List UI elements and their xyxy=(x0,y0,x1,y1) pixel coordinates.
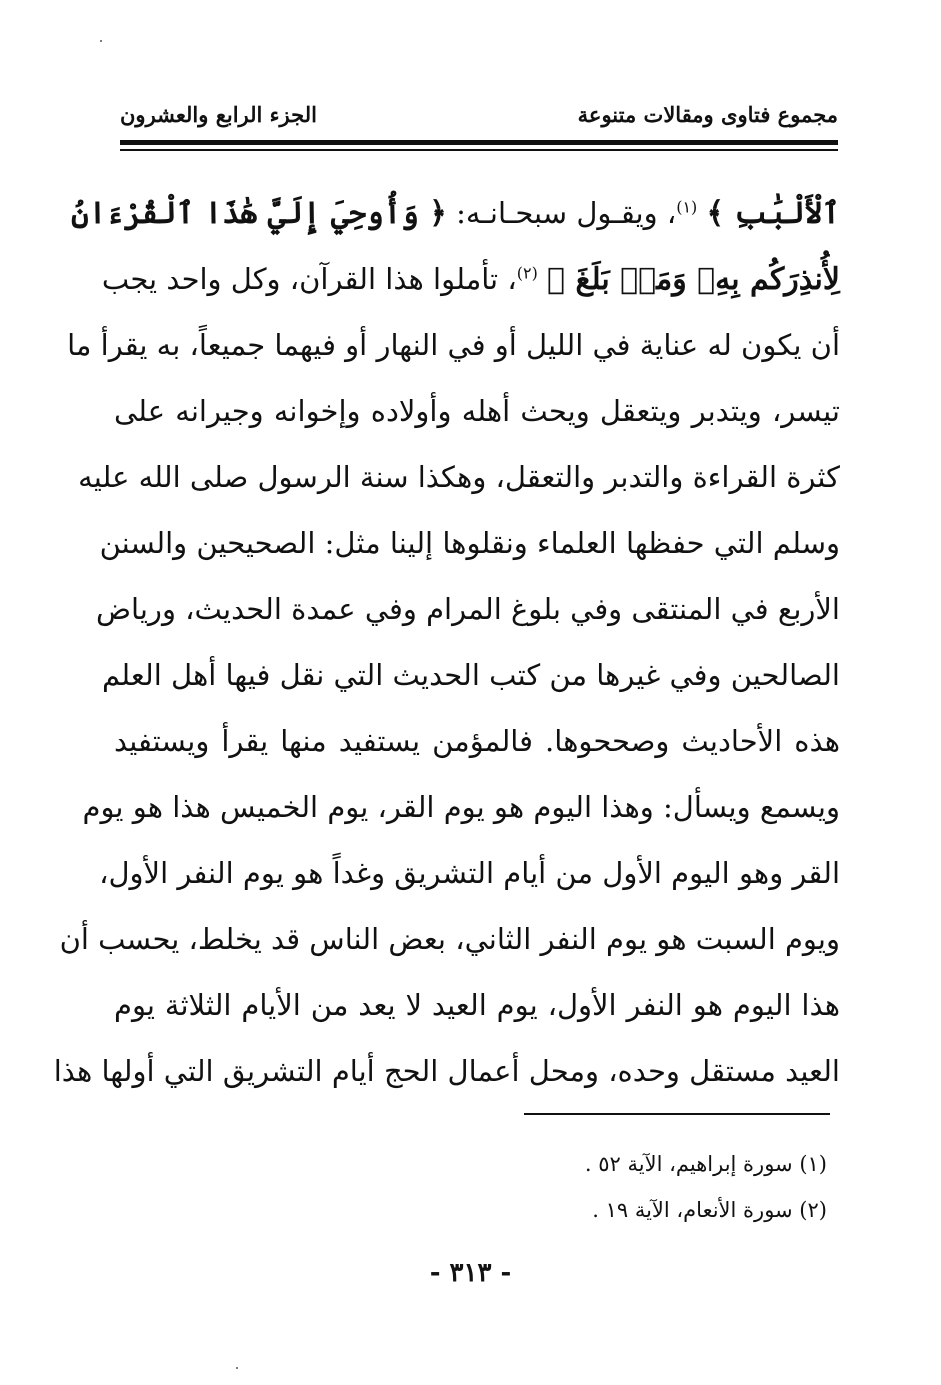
page-number: - ٣١٣ - xyxy=(429,1258,512,1288)
header-rule-thick xyxy=(120,140,838,145)
header-rule-thin xyxy=(120,149,838,151)
text-line-10: ويسمع ويسأل: وهذا اليوم هو يوم القر، يوم الخميس هذا هو يوم xyxy=(82,790,840,824)
volume-title: الجزء الرابع والعشرون xyxy=(120,102,317,127)
quran-verse-continued: لِأُنذِرَكُم بِهِۦ وَمَنۢ بَلَغَ ﴾ xyxy=(547,262,840,297)
text-line-3: أن يكون له عناية في الليل أو في النهار أو فيهما جميعاً، به يقرأ ما xyxy=(67,328,840,362)
scan-speck xyxy=(100,40,102,42)
text-segment: ، ويقـول سبحـانـه: xyxy=(446,196,677,230)
text-line-14: العيد مستقل وحده، ومحل أعمال الحج أيام التشريق التي أولها هذا xyxy=(53,1054,840,1088)
footnote-1: (١) سورة إبراهيم، الآية ٥٢ . xyxy=(584,1152,827,1176)
quran-verse-end: ٱلْأَلْبَٰبِ ﴾ xyxy=(706,196,840,231)
main-text xyxy=(53,180,840,1104)
running-head xyxy=(120,102,838,138)
text-line-9: هذه الأحاديث وصححوها. فالمؤمن يستفيد منها يقرأ ويستفيد xyxy=(114,724,840,758)
text-line-13: هذا اليوم هو النفر الأول، يوم العيد لا يعد من الأيام الثلاثة يوم xyxy=(114,988,840,1022)
text-line-6: وسلم التي حفظها العلماء ونقلوها إلينا مثل: الصحيحين والسنن xyxy=(99,526,840,560)
footnote-2: (٢) سورة الأنعام، الآية ١٩ . xyxy=(592,1198,827,1222)
text-line-12: ويوم السبت هو يوم النفر الثاني، بعض الناس قد يخلط، يحسب أن xyxy=(59,922,840,956)
quran-verse-start: ﴿ وَأُوحِيَ إِلَيَّ هَٰذَا ٱلْقُرْءَانُ xyxy=(71,196,447,231)
text-line-2 xyxy=(101,246,840,312)
text-line-7: الأربع في المنتقى وفي بلوغ المرام وفي عمدة الحديث، ورياض xyxy=(95,592,840,626)
text-line-5: كثرة القراءة والتدبر والتعقل، وهكذا سنة الرسول صلى الله عليه xyxy=(78,460,840,494)
footnote-ref-1: (١) xyxy=(676,197,698,217)
text-segment: ، تأملوا هذا القرآن، وكل واحد يجب xyxy=(101,262,517,296)
scan-speck xyxy=(236,1367,238,1369)
footnotes xyxy=(427,1144,827,1236)
footnote-separator xyxy=(524,1113,830,1115)
text-line-4: تيسر، ويتدبر ويتعقل ويحث أهله وأولاده وإخوانه وجيرانه على xyxy=(114,394,840,428)
text-line-8: الصالحين وفي غيرها من كتب الحديث التي نقل فيها أهل العلم xyxy=(102,658,840,692)
book-title: مجموع فتاوى ومقالات متنوعة xyxy=(577,102,838,127)
footnote-ref-2: (٢) xyxy=(516,263,538,283)
text-line-11: القر وهو اليوم الأول من أيام التشريق وغداً هو يوم النفر الأول، xyxy=(99,856,840,890)
text-line-1 xyxy=(71,180,840,246)
